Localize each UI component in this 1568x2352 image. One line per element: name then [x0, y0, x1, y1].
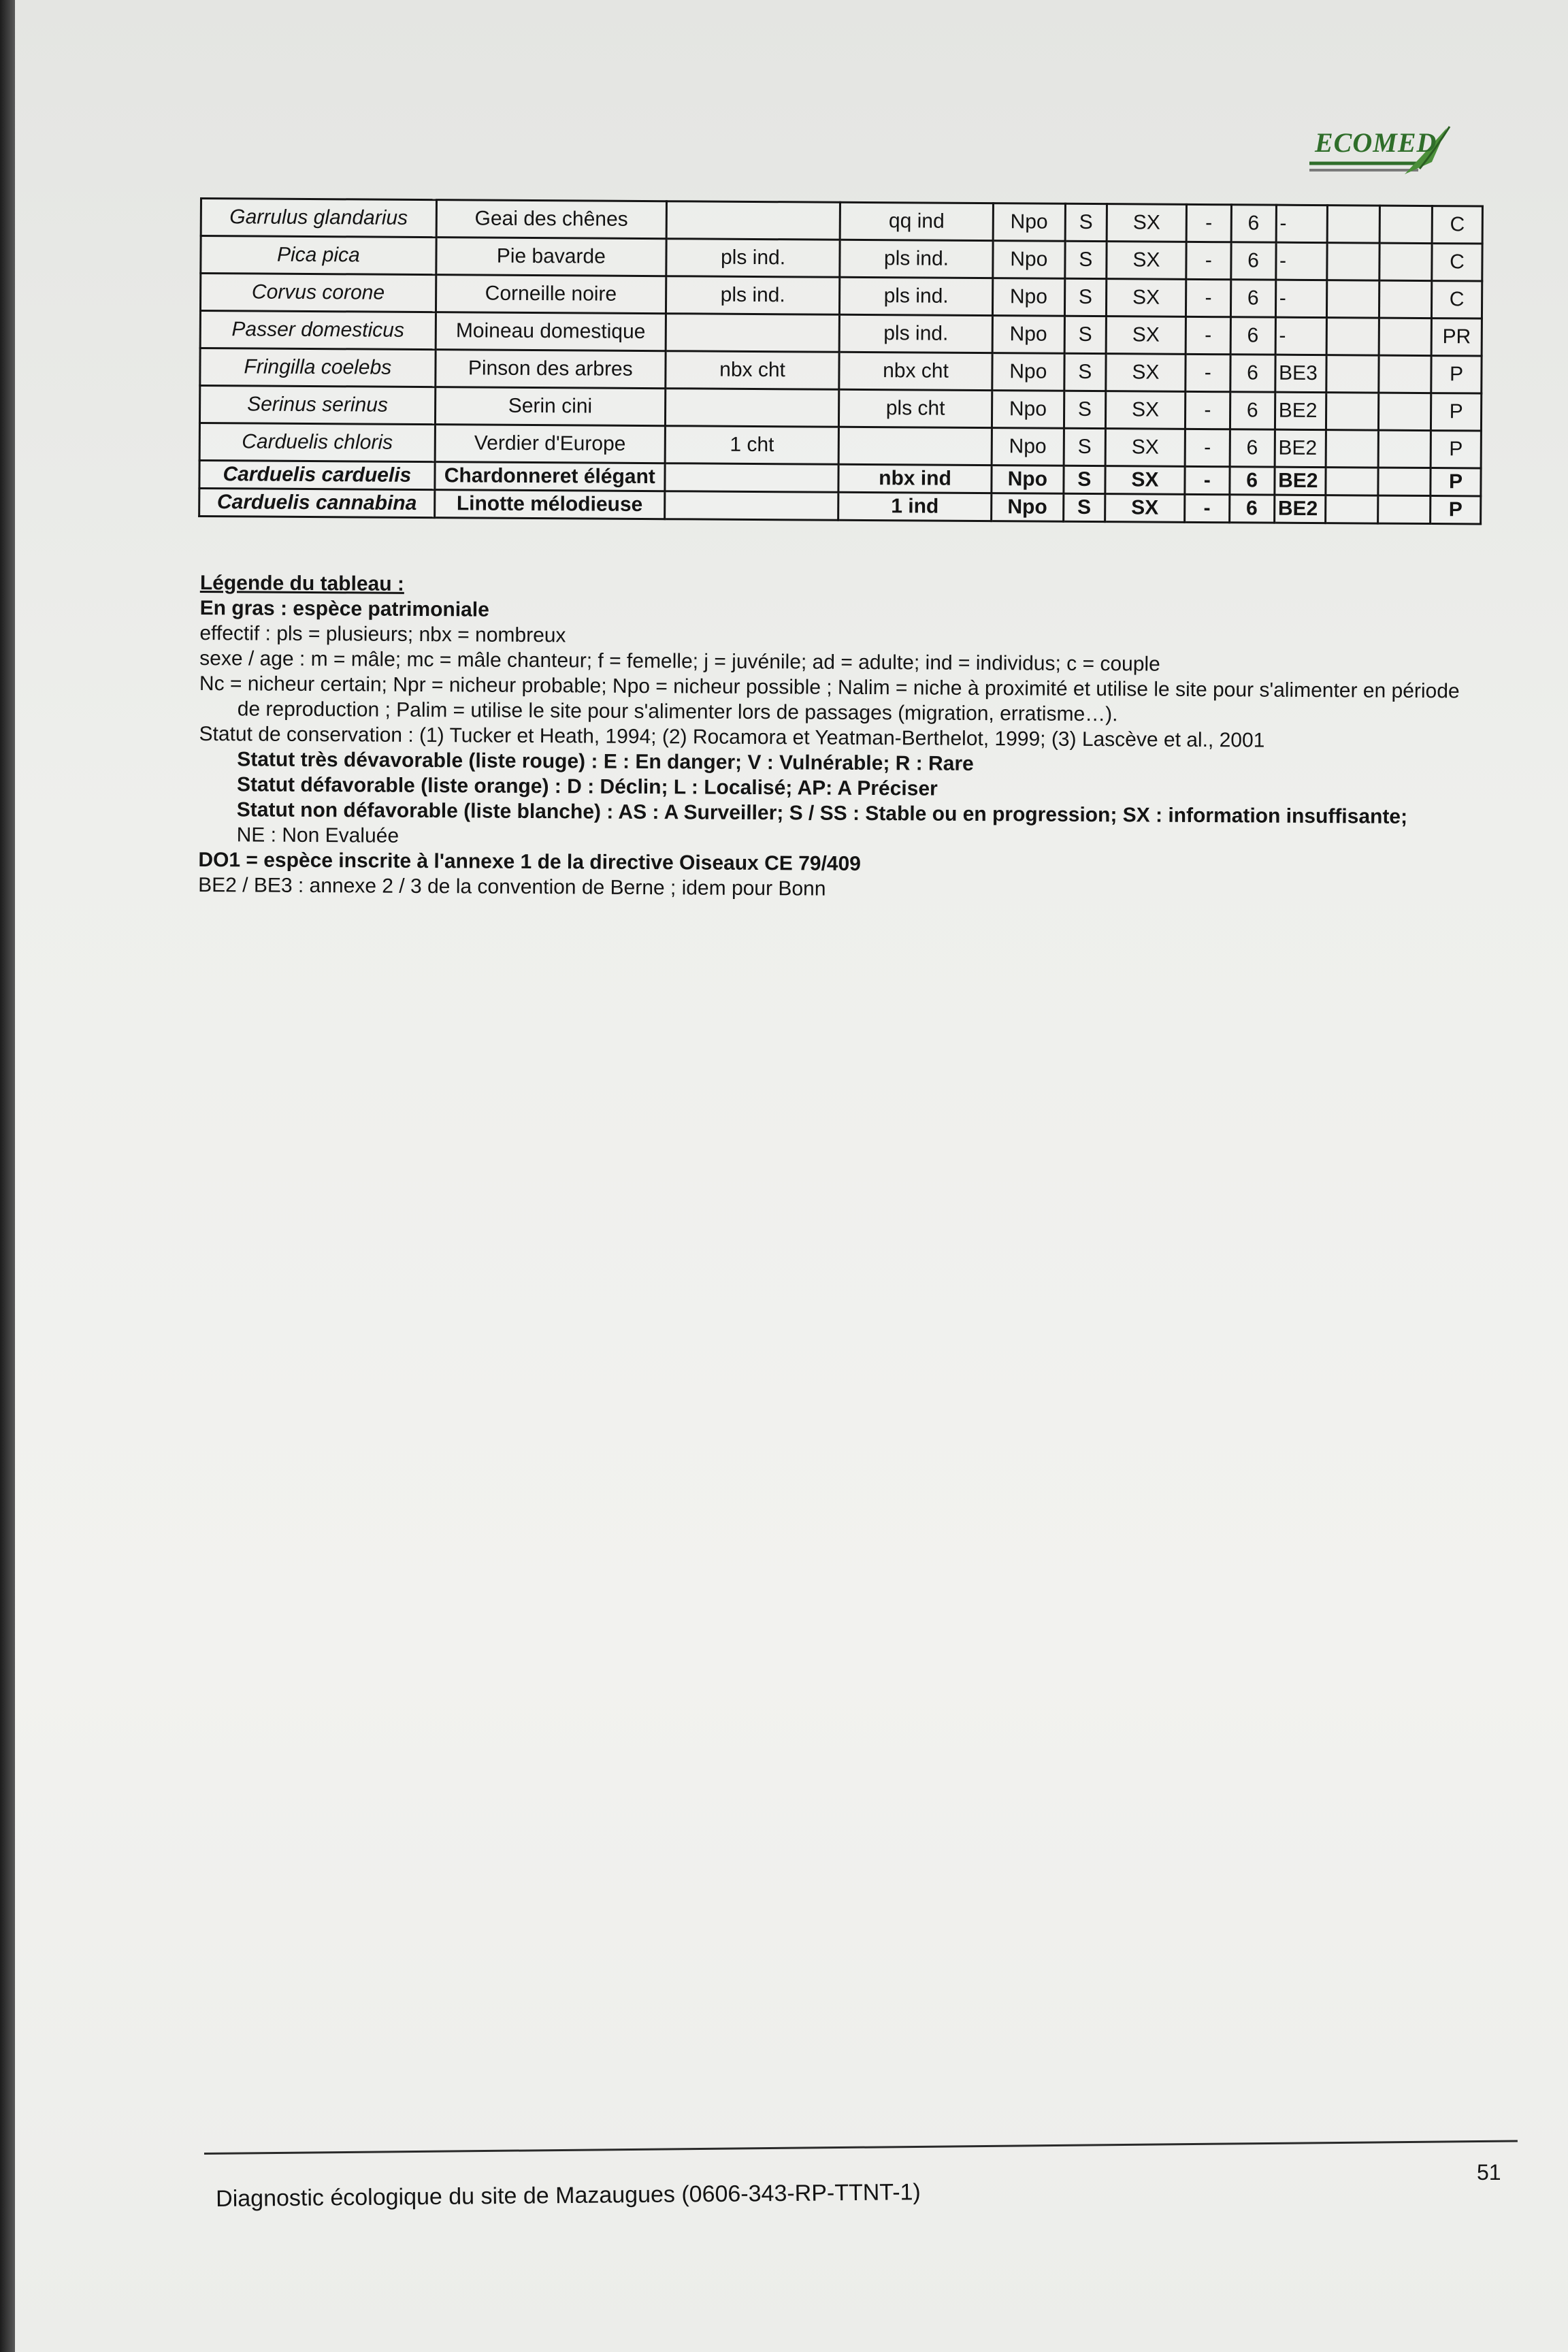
cell-latin: Fringilla coelebs	[200, 348, 436, 387]
cell-eff1	[665, 491, 839, 521]
legend-statut: Statut de conservation : (1) Tucker et Heath, 1994; (2) Rocamora et Yeatman-Berthelot, 1999; (3) Lascève et al., 2001	[199, 722, 1265, 752]
cell-common: Corneille noire	[436, 275, 666, 314]
binder-edge	[0, 0, 15, 2352]
cell-status: P	[1431, 496, 1481, 524]
cell-s: S	[1064, 391, 1105, 428]
document-page	[15, 0, 1568, 2352]
cell-be: -	[1275, 242, 1326, 280]
legend-bold-line: En gras : espèce patrimoniale	[199, 596, 489, 621]
cell-e1	[1326, 318, 1379, 355]
cell-nc: Npo	[992, 316, 1065, 354]
cell-eff2: nbx ind	[838, 464, 992, 493]
cell-common: Pinson des arbres	[436, 350, 666, 389]
cell-be: BE3	[1275, 355, 1326, 392]
cell-dash: -	[1186, 354, 1230, 391]
legend-defavorable: Statut défavorable (liste orange) : D : Déclin; L : Localisé; AP: A Préciser	[236, 773, 938, 800]
cell-status: C	[1432, 206, 1482, 244]
cell-e1	[1325, 468, 1378, 495]
cell-be: BE2	[1275, 392, 1326, 429]
cell-be: -	[1275, 317, 1326, 355]
cell-num: 6	[1230, 355, 1275, 392]
cell-s: S	[1064, 493, 1105, 521]
cell-e2	[1379, 243, 1433, 280]
cell-eff2: pls ind.	[840, 240, 993, 278]
cell-num: 6	[1229, 467, 1274, 495]
cell-latin: Serinus serinus	[199, 386, 435, 425]
footer-rule	[204, 2140, 1518, 2155]
cell-eff2: 1 ind	[838, 492, 992, 521]
cell-num: 6	[1230, 280, 1275, 317]
cell-be: BE2	[1274, 495, 1325, 523]
cell-nc: Npo	[993, 241, 1066, 279]
cell-e1	[1325, 495, 1378, 523]
cell-eff1: 1 cht	[665, 426, 839, 465]
cell-eff1	[665, 463, 839, 493]
legend-effectif: effectif : pls = plusieurs; nbx = nombreux	[199, 621, 566, 647]
cell-dash: -	[1186, 204, 1231, 242]
cell-eff2: nbx cht	[839, 352, 992, 390]
cell-s: S	[1064, 316, 1106, 353]
cell-e1	[1326, 393, 1379, 430]
legend-sexe: sexe / age : m = mâle; mc = mâle chanteur; f = femelle; j = juvénile; ad = adulte; ind = individus; c = couple	[199, 647, 1160, 676]
legend-be: BE2 / BE3 : annexe 2 / 3 de la convention de Berne ; idem pour Bonn	[198, 873, 826, 900]
cell-s: S	[1064, 353, 1106, 391]
cell-eff2: qq ind	[840, 202, 993, 240]
cell-sx: SX	[1105, 391, 1186, 429]
cell-dash: -	[1186, 279, 1231, 316]
cell-nc: Npo	[992, 466, 1064, 494]
cell-eff1	[665, 389, 839, 427]
cell-s: S	[1064, 466, 1105, 493]
cell-sx: SX	[1107, 204, 1187, 242]
footer-title: Diagnostic écologique du site de Mazaugues (0606-343-RP-TTNT-1)	[216, 2179, 921, 2212]
cell-nc: Npo	[992, 391, 1064, 429]
cell-s: S	[1064, 428, 1105, 466]
cell-status: P	[1431, 431, 1481, 468]
cell-sx: SX	[1106, 354, 1186, 392]
cell-sx: SX	[1105, 494, 1185, 523]
legend	[198, 570, 1480, 905]
cell-num: 6	[1230, 392, 1275, 429]
cell-num: 6	[1230, 429, 1275, 467]
cell-nc: Npo	[992, 278, 1065, 316]
cell-e1	[1326, 430, 1379, 468]
cell-common: Serin cini	[435, 387, 665, 426]
cell-common: Linotte mélodieuse	[434, 490, 664, 519]
cell-common: Chardonneret élégant	[435, 462, 665, 491]
cell-e1	[1326, 280, 1379, 318]
cell-dash: -	[1185, 429, 1230, 466]
cell-dash: -	[1186, 316, 1230, 354]
cell-dash: -	[1186, 391, 1230, 429]
legend-do1: DO1 = espèce inscrite à l'annexe 1 de la directive Oiseaux CE 79/409	[198, 848, 861, 875]
cell-e2	[1377, 495, 1431, 523]
cell-sx: SX	[1106, 316, 1186, 355]
cell-common: Geai des chênes	[436, 200, 666, 239]
cell-num: 6	[1229, 495, 1274, 523]
cell-status: PR	[1431, 318, 1482, 356]
cell-eff1	[666, 201, 840, 240]
cell-eff1	[666, 314, 840, 353]
cell-status: P	[1431, 356, 1482, 393]
cell-latin: Carduelis carduelis	[199, 461, 435, 490]
cell-num: 6	[1230, 242, 1275, 280]
cell-latin: Corvus corone	[200, 274, 436, 312]
cell-dash: -	[1185, 466, 1230, 494]
cell-common: Pie bavarde	[436, 238, 666, 276]
cell-eff1: nbx cht	[666, 351, 840, 390]
cell-e1	[1326, 243, 1379, 280]
legend-tres-defavorable: Statut très dévavorable (liste rouge) : E : En danger; V : Vulnérable; R : Rare	[237, 748, 974, 775]
cell-s: S	[1064, 278, 1106, 316]
cell-latin: Passer domesticus	[200, 311, 436, 350]
cell-sx: SX	[1105, 466, 1186, 495]
legend-ne: NE : Non Evaluée	[236, 823, 399, 847]
cell-s: S	[1065, 203, 1107, 241]
cell-nc: Npo	[993, 203, 1066, 242]
cell-sx: SX	[1107, 242, 1187, 280]
cell-common: Moineau domestique	[436, 312, 666, 351]
species-table	[198, 197, 1484, 525]
cell-e2	[1379, 280, 1432, 318]
cell-s: S	[1065, 241, 1107, 278]
cell-sx: SX	[1105, 429, 1186, 467]
cell-eff1: pls ind.	[666, 276, 840, 315]
cell-latin: Garrulus glandarius	[201, 199, 436, 238]
cell-nc: Npo	[992, 428, 1064, 466]
page-number: 51	[1477, 2160, 1501, 2185]
cell-num: 6	[1230, 317, 1275, 355]
cell-status: C	[1432, 244, 1482, 281]
cell-be: BE2	[1275, 467, 1326, 495]
cell-e2	[1379, 206, 1433, 243]
cell-e2	[1378, 430, 1431, 468]
legend-nicheur: Nc = nicheur certain; Npr = nicheur probable; Npo = nicheur possible ; Nalim = niche à proximité et utilise le site pour s'alimenter en période de reproduction ; Palim = utilise le site pour s'alimenter lors de passages (migration, erratisme…).	[199, 672, 1460, 726]
cell-e2	[1379, 318, 1432, 355]
cell-e1	[1327, 206, 1380, 243]
cell-eff1: pls ind.	[666, 239, 840, 278]
cell-status: C	[1432, 281, 1482, 318]
cell-num: 6	[1231, 205, 1276, 242]
cell-dash: -	[1185, 494, 1230, 522]
ecomed-logo	[1303, 121, 1459, 189]
cell-nc: Npo	[992, 353, 1065, 391]
legend-non-defavorable: Statut non défavorable (liste blanche) : AS : A Surveiller; S / SS : Stable ou en progression; SX : information insuffisante;	[236, 798, 1408, 828]
cell-e2	[1378, 468, 1431, 495]
cell-latin: Carduelis chloris	[199, 423, 435, 462]
cell-be: BE2	[1275, 429, 1326, 467]
cell-be: -	[1275, 280, 1326, 317]
cell-status: P	[1431, 468, 1481, 496]
cell-nc: Npo	[991, 493, 1063, 522]
legend-title: Légende du tableau :	[199, 571, 405, 595]
cell-eff2: pls ind.	[839, 314, 992, 353]
cell-e1	[1326, 355, 1379, 393]
logo-text: ECOMED	[1315, 127, 1437, 158]
cell-eff2: pls cht	[839, 389, 992, 427]
cell-eff2	[838, 427, 992, 465]
cell-be: -	[1276, 205, 1327, 242]
cell-latin: Carduelis cannabina	[199, 489, 435, 518]
cell-dash: -	[1186, 242, 1231, 279]
cell-e2	[1378, 393, 1431, 430]
cell-common: Verdier d'Europe	[435, 425, 665, 463]
cell-e2	[1379, 355, 1432, 393]
cell-sx: SX	[1106, 279, 1186, 317]
cell-status: P	[1431, 393, 1482, 431]
cell-eff2: pls ind.	[840, 277, 993, 315]
cell-latin: Pica pica	[201, 236, 436, 275]
